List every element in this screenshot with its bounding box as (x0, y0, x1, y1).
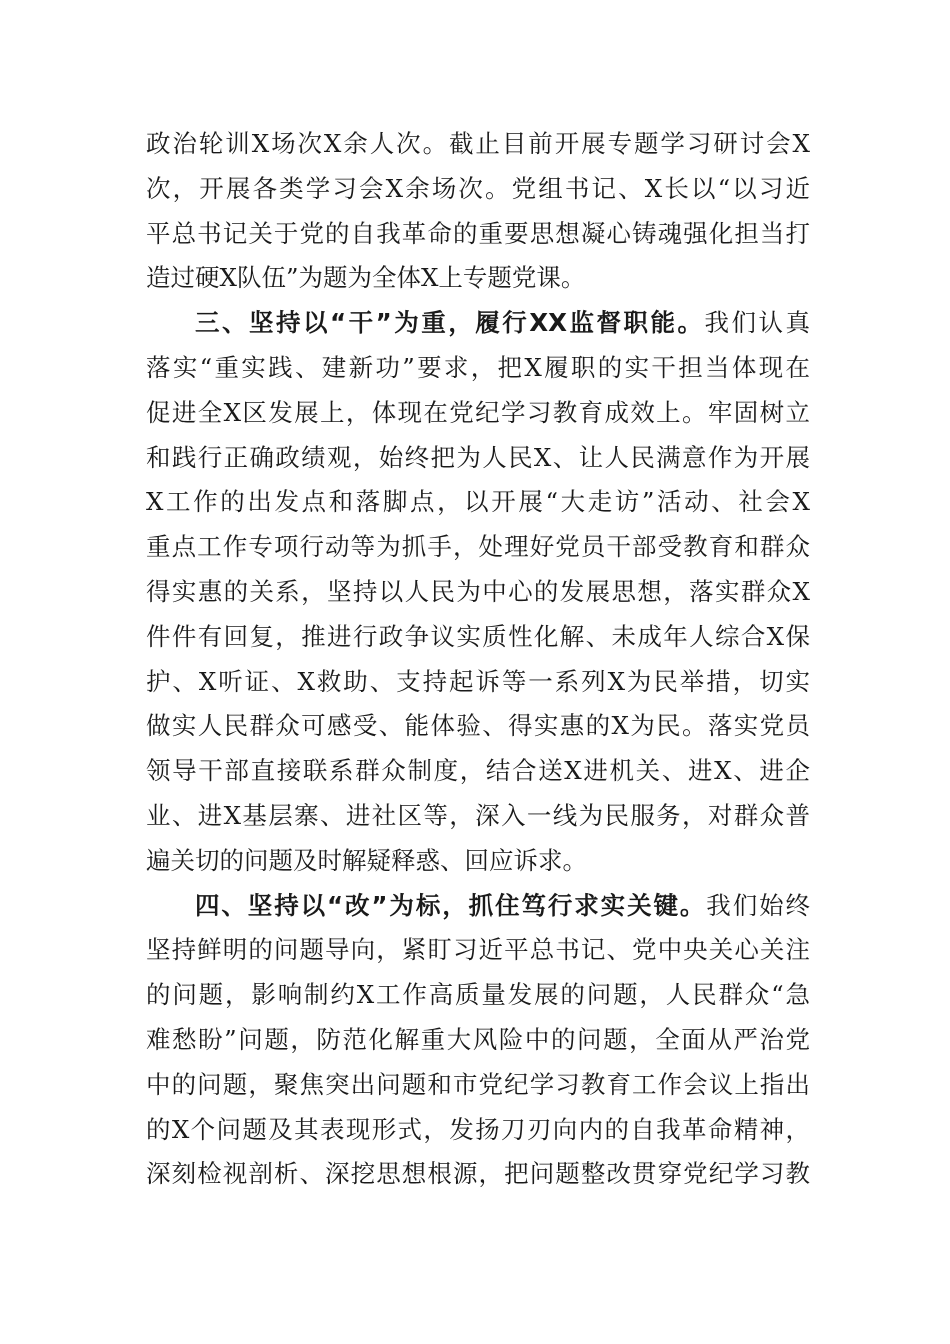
text-fragment: 我们始终 (706, 890, 810, 920)
text-line: 业、进X基层寨、进社区等，深入一线为民服务，对群众普 (146, 800, 810, 830)
text-line: 促进全X区发展上，体现在党纪学习教育成效上。牢固树立 (146, 397, 810, 427)
text-line: 领导干部直接联系群众制度，结合送X进机关、进X、进企 (146, 756, 810, 786)
section-heading: 三、坚持以“干”为重，履行XX监督职能。 (195, 308, 705, 338)
paragraph-1 (146, 122, 810, 301)
text-line: 中的问题，聚焦突出问题和市党纪学习教育工作会议上指出 (146, 1069, 810, 1099)
text-line: 的X个问题及其表现形式，发扬刀刃向内的自我革命精神， (146, 1114, 810, 1144)
text-line: 遍关切的问题及时解疑释惑、回应诉求。 (146, 845, 587, 875)
text-line: 和践行正确政绩观，始终把为人民X、让人民满意作为开展 (146, 442, 810, 472)
text-line: 护、X听证、X救助、支持起诉等一系列X为民举措，切实 (146, 666, 810, 696)
paragraph-first-line (146, 884, 810, 929)
text-line: 深刻检视剖析、深挖思想根源，把问题整改贯穿党纪学习教 (146, 1159, 810, 1189)
paragraph-3 (146, 884, 810, 1198)
text-line: 坚持鲜明的问题导向，紧盯习近平总书记、党中央关心关注 (146, 935, 810, 965)
section-heading: 四、坚持以“改”为标，抓住笃行求实关键。 (195, 890, 707, 920)
text-line: 的问题，影响制约X工作高质量发展的问题，人民群众“急 (146, 980, 810, 1010)
text-line: X工作的出发点和落脚点，以开展“大走访”活动、社会X (146, 487, 810, 517)
text-line: 造过硬X队伍”为题为全体X上专题党课。 (146, 263, 586, 293)
text-line: 做实人民群众可感受、能体验、得实惠的X为民。落实党员 (146, 711, 810, 741)
text-line: 次，开展各类学习会X余场次。党组书记、X长以“以习近 (146, 173, 810, 203)
text-line: 落实“重实践、建新功”要求，把X履职的实干担当体现在 (146, 352, 810, 382)
text-line: 难愁盼”问题，防范化解重大风险中的问题，全面从严治党 (146, 1024, 810, 1054)
text-line: 重点工作专项行动等为抓手，处理好党员干部受教育和群众 (146, 532, 810, 562)
text-line: 得实惠的关系，坚持以人民为中心的发展思想，落实群众X (146, 576, 810, 606)
document-body (146, 122, 810, 1197)
paragraph-2 (146, 301, 810, 883)
paragraph-first-line (146, 301, 810, 346)
text-line: 件件有回复，推进行政争议实质性化解、未成年人综合X保 (146, 621, 810, 651)
text-line: 政治轮训X场次X余人次。截止目前开展专题学习研讨会X (146, 129, 810, 158)
text-line: 平总书记关于党的自我革命的重要思想凝心铸魂强化担当打 (146, 218, 810, 248)
text-fragment: 我们认真 (704, 308, 810, 338)
